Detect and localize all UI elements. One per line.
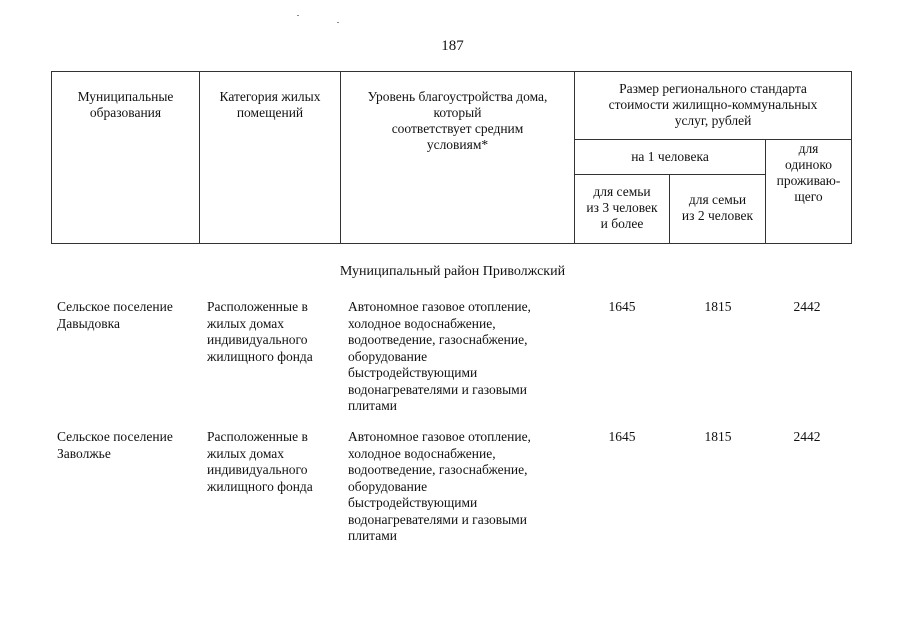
- header-municipalities: Муниципальные образования: [77, 89, 174, 120]
- scan-speck: [337, 22, 339, 23]
- value-single: 2442: [793, 299, 821, 314]
- table-top-border: [51, 71, 852, 72]
- municipality-cell: Сельское поселение Заволжье: [57, 429, 173, 461]
- header-standard-size: Размер регионального стандарта стоимости жилищно-коммунальных услуг, рублей: [608, 81, 818, 128]
- header-single: для одиноко проживаю- щего: [776, 141, 841, 204]
- table-right-border: [851, 71, 852, 244]
- header-family-3: для семьи из 3 человек и более: [586, 184, 658, 231]
- value-family-2: 1815: [704, 299, 732, 314]
- municipality-cell: Сельское поселение Давыдовка: [57, 299, 173, 331]
- level-cell: Автономное газовое отопление, холодное водоснабжение, водоотведение, газоснабжение, оборудование быстродействующими водонагревателями и газовыми плитами: [348, 299, 531, 413]
- page-number: 187: [441, 38, 464, 54]
- scan-speck: [297, 15, 299, 16]
- value-family-3: 1645: [608, 299, 636, 314]
- row-separator: [574, 174, 766, 175]
- table-bottom-border: [51, 243, 852, 244]
- header-per-person: на 1 человека: [631, 149, 709, 164]
- header-family-2: для семьи из 2 человек: [681, 192, 754, 223]
- value-family-2: 1815: [704, 429, 732, 444]
- value-single: 2442: [793, 429, 821, 444]
- value-family-3: 1645: [608, 429, 636, 444]
- level-cell: Автономное газовое отопление, холодное водоснабжение, водоотведение, газоснабжение, оборудование быстродействующими водонагревателями и газовыми плитами: [348, 429, 531, 543]
- section-title: Муниципальный район Приволжский: [339, 264, 566, 279]
- header-level: Уровень благоустройства дома, который соответствует средним условиям*: [367, 89, 548, 152]
- category-cell: Расположенные в жилых домах индивидуального жилищного фонда: [207, 299, 313, 364]
- row-separator: [574, 139, 852, 140]
- category-cell: Расположенные в жилых домах индивидуального жилищного фонда: [207, 429, 313, 494]
- header-category: Категория жилых помещений: [219, 89, 321, 120]
